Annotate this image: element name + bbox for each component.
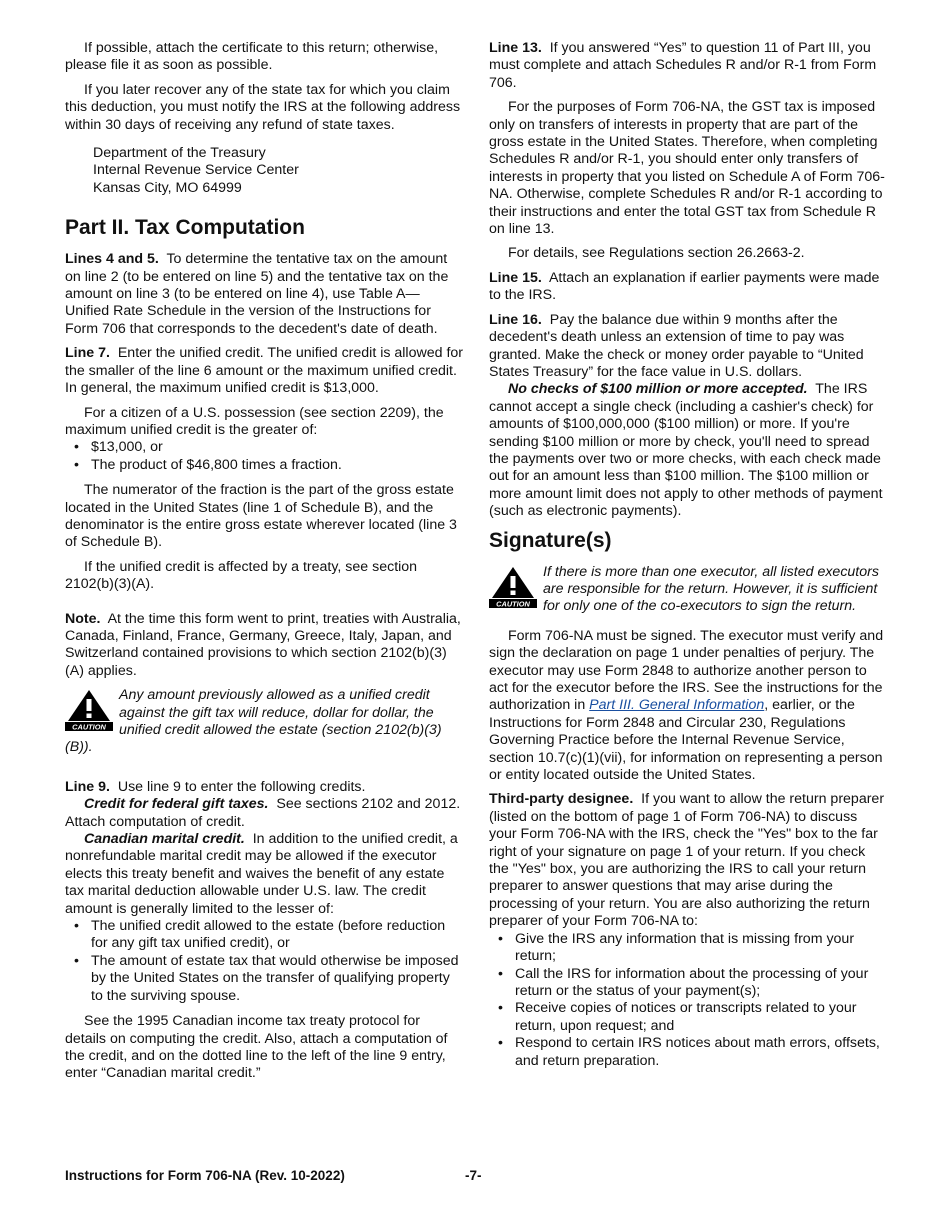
- line-label: Line 9.: [65, 778, 110, 795]
- paragraph-line-13: [489, 40, 887, 92]
- paragraph-text: Pay the balance due within 9 months after the decedent's death unless an extension of time to pay was granted. Make the check or money order payable to “United States Treasury” for the face value in U.S. dollars.: [489, 311, 864, 380]
- paragraph-signing: [489, 628, 887, 785]
- paragraph-text: Attach an explanation if earlier payments were made to the IRS.: [489, 269, 880, 304]
- paragraph-line-9: [65, 779, 463, 796]
- line-label: Lines 4 and 5.: [65, 251, 159, 268]
- part-iii-general-information-link[interactable]: Part III. General Information: [589, 697, 765, 714]
- bullet-list: [489, 931, 887, 1070]
- bullet-list: [65, 918, 463, 1005]
- line-label: Line 15.: [489, 269, 542, 286]
- list-item: • Respond to certain IRS notices about math errors, offsets, and return preparation.: [489, 1035, 887, 1070]
- caution-text: Any amount previously allowed as a unified credit against the gift tax will reduce, dollar for dollar, the unified credit allowed the estate (section 2102(b)(3)(B)).: [65, 687, 442, 756]
- left-column: [65, 40, 463, 1090]
- list-item: • Give the IRS any information that is missing from your return;: [489, 931, 887, 966]
- footer-form-title: Instructions for Form 706-NA (Rev. 10-2022): [65, 1168, 345, 1183]
- paragraph-line-15: [489, 270, 887, 305]
- paragraph-gift-credit: [65, 796, 463, 831]
- paragraph-text: Enter the unified credit. The unified credit is allowed for the smaller of the line 6 amount or the maximum unified credit. In general, the maximum unified credit is $13,000.: [65, 345, 463, 397]
- paragraph-text: The IRS cannot accept a single check (including a cashier's check) for amounts of $100,000,000 ($100 million) or more. If you're sending $100 million or more by check, you'll need to spread the payments over two or more checks, with each check made out for an amount less than $100 million. The $100 million or more amount limit does not apply to other methods of payment (such as electronic payments).: [489, 381, 883, 520]
- list-item: • The unified credit allowed to the estate (before reduction for any gift tax unified credit), or: [65, 918, 463, 953]
- list-item: • $13,000, or: [65, 439, 463, 456]
- paragraph-text: At the time this form went to print, treaties with Australia, Canada, Finland, France, Germany, Greece, Italy, Japan, and Switzerland contained provisions to which section 2102(b)(3)(A) applies.: [65, 610, 461, 679]
- paragraph-no-checks: [489, 381, 887, 520]
- address-line: Internal Revenue Service Center: [93, 162, 299, 179]
- caution-label: CAUTION: [496, 598, 530, 608]
- subheading: Third-party designee.: [489, 791, 634, 808]
- caution-label: CAUTION: [72, 722, 106, 732]
- paragraph-third-party: [489, 791, 887, 930]
- page-number: -7-: [465, 1168, 482, 1183]
- paragraph: For details, see Regulations section 26.2663-2.: [508, 245, 805, 262]
- paragraph-text: To determine the tentative tax on the amount on line 2 (to be entered on line 5) and the tentative tax on the amount on line 3 (to be entered on line 4), use Table A—Unified Rate Schedule in the version of the Instructions for Form 706 that corresponds to the decedent's date of death.: [65, 251, 449, 337]
- paragraph-canadian-credit: [65, 831, 463, 918]
- note-label: Note.: [65, 610, 101, 627]
- subheading: No checks of $100 million or more accepted.: [508, 381, 808, 398]
- irs-address: [93, 145, 463, 197]
- line-label: Line 7.: [65, 345, 110, 362]
- line-label: Line 16.: [489, 311, 542, 328]
- section-heading-tax-computation: Part II. Tax Computation: [65, 216, 305, 240]
- note-paragraph: [65, 611, 463, 681]
- list-item: • The amount of estate tax that would otherwise be imposed by the United States on the transfer of qualifying property to the surviving spouse.: [65, 953, 463, 1005]
- section-heading-signatures: Signature(s): [489, 528, 612, 552]
- paragraph-text: If you answered “Yes” to question 11 of Part III, you must complete and attach Schedules R and/or R-1 from Form 706.: [489, 40, 877, 91]
- paragraph-line-16: [489, 312, 887, 382]
- right-column: [489, 40, 887, 1078]
- paragraph-text: Form 706-NA must be signed. The executor must verify and sign the declaration on page 1 under penalties of perjury. The executor may use Form 2848 to authorize another person to act for the executor before the IRS. See the instructions for the authorization in: [489, 627, 884, 714]
- list-item: • The product of $46,800 times a fraction.: [65, 457, 463, 474]
- list-item: • Call the IRS for information about the processing of your return or the status of your payment(s);: [489, 966, 887, 1001]
- caution-box: [65, 687, 463, 757]
- paragraph: For the purposes of Form 706-NA, the GST tax is imposed only on transfers of interests in property that are part of the gross estate in the United States. Therefore, when completing Schedules R and/or R-1, you should enter only transfers of interests in property that you listed on Schedule A of Form 706-NA. Otherwise, complete Schedules R and/or R-1 according to their instructions and enter the total GST tax from Schedule R on line 13.: [489, 99, 885, 238]
- paragraph-lines-4-5: [65, 251, 463, 338]
- paragraph-line-7: [65, 345, 463, 397]
- paragraph: The numerator of the fraction is the part of the gross estate located in the United States (line 1 of Schedule B), and the denominator is the entire gross estate wherever located (line 3 of Schedule B).: [65, 482, 457, 551]
- address-line: Department of the Treasury: [93, 145, 266, 162]
- paragraph: See the 1995 Canadian income tax treaty protocol for details on computing the credit. Also, attach a computation of the credit, and on the dotted line to the left of the line 9 entry, enter “Canadian marital credit.”: [65, 1013, 448, 1082]
- bullet-list: [65, 439, 463, 474]
- paragraph: If you later recover any of the state tax for which you claim this deduction, you must notify the IRS at the following address within 30 days of receiving any refund of state taxes.: [65, 81, 461, 133]
- caution-box: [489, 564, 887, 616]
- paragraph: If possible, attach the certificate to this return; otherwise, please file it as soon as possible.: [65, 40, 439, 74]
- subheading: Credit for federal gift taxes.: [84, 796, 269, 813]
- paragraph-text: Use line 9 to enter the following credits.: [117, 778, 366, 795]
- caution-icon: [65, 689, 113, 731]
- caution-text: If there is more than one executor, all listed executors are responsible for the return. However, it is sufficient for only one of the co-executors to sign the return.: [543, 563, 879, 615]
- line-label: Line 13.: [489, 40, 542, 56]
- paragraph: If the unified credit is affected by a treaty, see section 2102(b)(3)(A).: [65, 558, 418, 593]
- subheading: Canadian marital credit.: [84, 831, 245, 848]
- paragraph-text: See sections 2102 and 2012. Attach computation of credit.: [65, 796, 461, 830]
- paragraph-text: If you want to allow the return preparer (listed on the bottom of page 1 of Form 706-NA) to discuss your Form 706-NA with the IRS, check the "Yes" box to the far right of your signature on page 1 of your return. If you check the "Yes" box, you are authorizing the IRS to call your return preparer to answer questions that may arise during the processing of your return. You are also authorizing the return preparer of your Form 706-NA to:: [489, 791, 885, 930]
- list-item: • Receive copies of notices or transcripts related to your return, upon request; and: [489, 1000, 887, 1035]
- paragraph-text: , earlier, or the Instructions for Form 2848 and Circular 230, Regulations Governing Practice before the Internal Revenue Service, section 10.7(c)(1)(vii), for information on representing a person or entity located outside the United States.: [489, 697, 883, 784]
- address-line: Kansas City, MO 64999: [93, 179, 242, 196]
- paragraph: For a citizen of a U.S. possession (see section 2209), the maximum unified credit is the greater of:: [65, 404, 444, 438]
- caution-icon: [489, 566, 537, 608]
- paragraph-text: In addition to the unified credit, a nonrefundable marital credit may be allowed if the executor elects this treaty benefit and waives the benefit of any estate tax marital deduction allowable under U.S. law. The credit amount is generally limited to the lesser of:: [65, 831, 458, 917]
